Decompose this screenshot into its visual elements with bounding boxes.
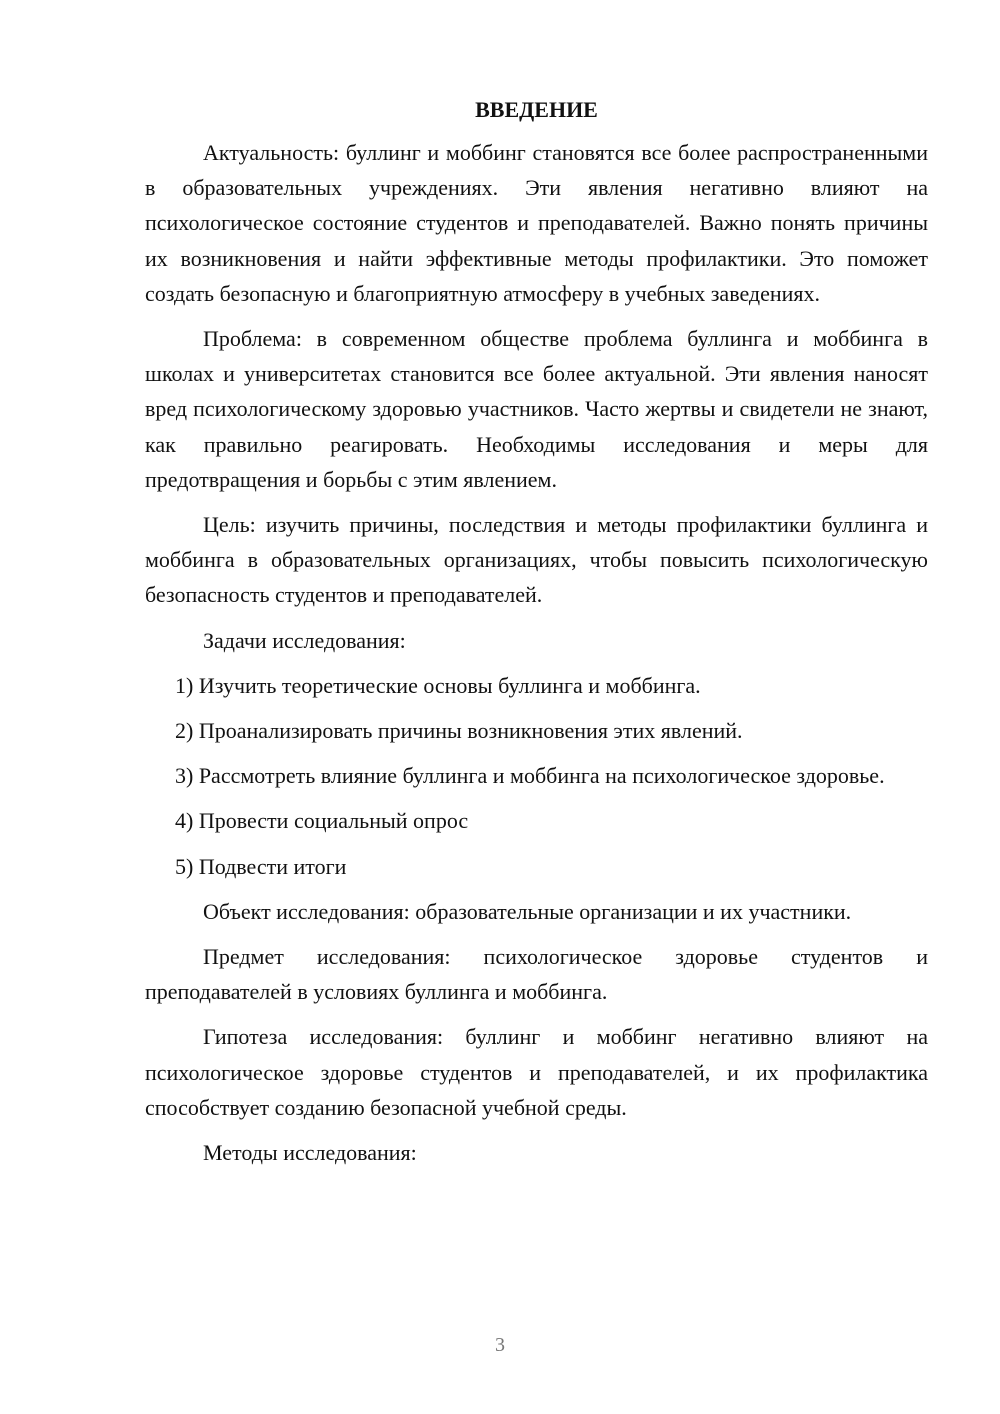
paragraph-tasks-heading: Задачи исследования: (203, 627, 406, 653)
task-item-3: 3) Рассмотреть влияние буллинга и моббинга на психологическое здоровье. (175, 763, 885, 789)
task-item-1: 1) Изучить теоретические основы буллинга и моббинга. (175, 672, 701, 698)
paragraph-goal: Цель: изучить причины, последствия и методы профилактики буллинга и моббинга в образовательных организациях, чтобы повысить психологическую безопасность студентов и преподавателей. (145, 512, 928, 608)
paragraph-methods: Методы исследования: (203, 1140, 417, 1166)
paragraph-relevance: Актуальность: буллинг и моббинг становятся все более распространенными в образовательных учреждениях. Эти явления негативно влияют на психологическое состояние студентов и преподавателей. Важно понять причины их возникновения и найти эффективные методы профилактики. Это поможет создать безопасную и благоприятную атмосферу в учебных заведениях. (145, 140, 928, 306)
paragraph-object: Объект исследования: образовательные организации и их участники. (203, 898, 852, 924)
task-item-5: 5) Подвести итоги (175, 853, 347, 879)
paragraph-hypothesis: Гипотеза исследования: буллинг и моббинг негативно влияют на психологическое здоровье студентов и преподавателей, и их профилактика способствует созданию безопасной учебной среды. (145, 1024, 928, 1120)
task-item-2: 2) Проанализировать причины возникновения этих явлений. (175, 718, 743, 744)
task-item-4: 4) Провести социальный опрос (175, 808, 469, 834)
page-number: 3 (495, 1334, 505, 1356)
paragraph-problem: Проблема: в современном обществе проблема буллинга и моббинга в школах и университетах становится все более актуальной. Эти явления наносят вред психологическому здоровью участников. Часто жертвы и свидетели не знают, как правильно реагировать. Необходимы исследования и меры для предотвращения и борьбы с этим явлением. (145, 326, 928, 492)
document-page (145, 95, 928, 1180)
section-title: ВВЕДЕНИЕ (475, 97, 598, 122)
paragraph-subject: Предмет исследования: психологическое здоровье студентов и преподавателей в условиях буллинга и моббинга. (145, 944, 928, 1005)
